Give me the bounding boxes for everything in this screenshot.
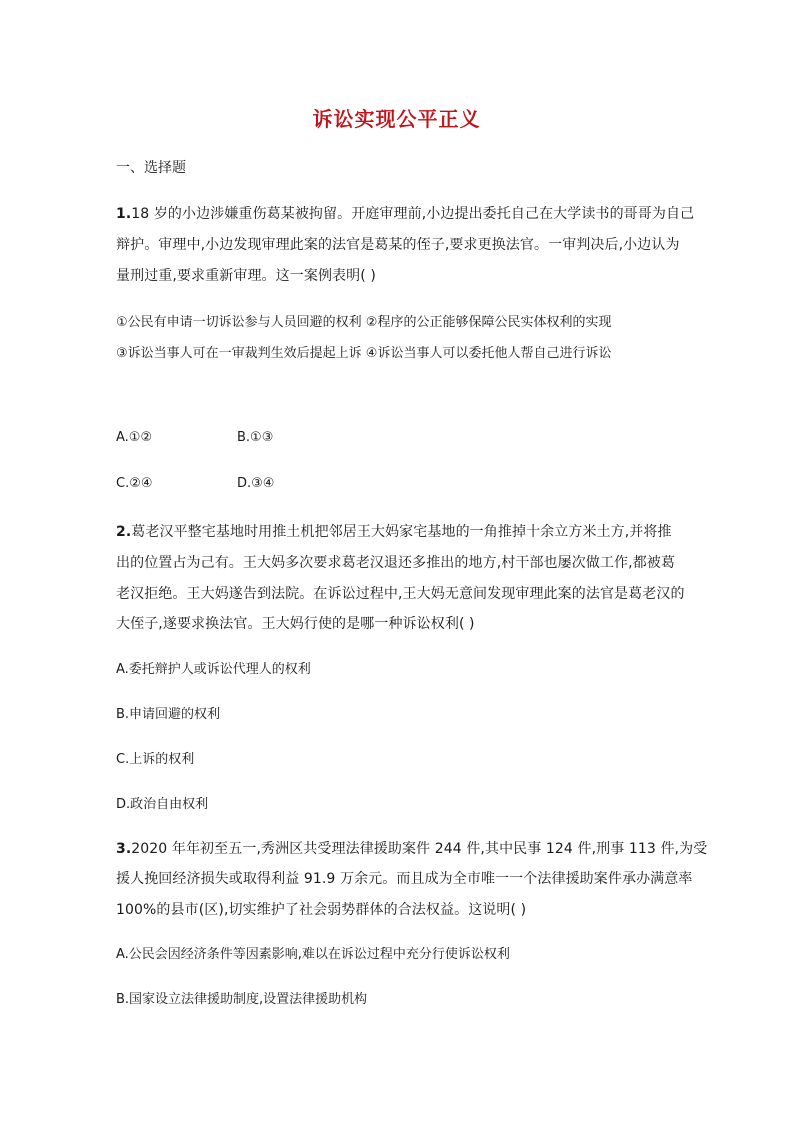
question-1-line-2: 辩护。审理中,小边发现审理此案的法官是葛某的侄子,要求更换法官。一审判决后,小边认为 [116,237,680,253]
section-heading: 一、选择题 [116,160,186,176]
question-2-line-2: 出的位置占为己有。王大妈多次要求葛老汉退还多推出的地方,村干部也屡次做工作,都被葛 [116,555,675,571]
question-1-text: 18 岁的小边涉嫌重伤葛某被拘留。开庭审理前,小边提出委托自己在大学读书的哥哥为自己 [131,206,695,222]
question-2-option-d: D.政治自由权利 [116,797,209,812]
question-3-option-b: B.国家设立法律援助制度,设置法律援助机构 [116,992,368,1007]
question-1-option-d: D.③④ [237,476,275,491]
question-1-option-c: C.②④ [116,476,153,491]
question-1-option-b: B.①③ [237,430,274,445]
question-2-number: 2. [116,524,132,540]
question-1-statements-2: ③诉讼当事人可在一审裁判生效后提起上诉 ④诉讼当事人可以委托他人帮自己进行诉讼 [116,346,612,361]
question-2-line-3: 老汉拒绝。王大妈遂告到法院。在诉讼过程中,王大妈无意间发现审理此案的法官是葛老汉的 [116,586,685,602]
question-1-line-3: 量刑过重,要求重新审理。这一案例表明( ) [116,268,376,284]
question-2-option-b: B.申请回避的权利 [116,707,221,722]
question-3-number: 3. [116,841,132,857]
question-3-text: 2020 年年初至五一,秀洲区共受理法律援助案件 244 件,其中民事 124 件,刑事 113 件,为受 [131,841,708,857]
question-2-line-4: 大侄子,遂要求换法官。王大妈行使的是哪一种诉讼权利( ) [116,616,475,632]
question-1-option-a: A.①② [116,430,153,445]
question-1-number: 1. [116,206,132,222]
question-2-text: 葛老汉平整宅基地时用推土机把邻居王大妈家宅基地的一角推掉十余立方米土方,并将推 [131,524,672,540]
question-3-line-2: 援人挽回经济损失或取得利益 91.9 万余元。而且成为全市唯一一个法律援助案件承办满意率 [116,871,693,887]
question-3-line-3: 100%的县市(区),切实维护了社会弱势群体的合法权益。这说明( ) [116,902,527,918]
question-3-option-a: A.公民会因经济条件等因素影响,难以在诉讼过程中充分行使诉讼权利 [116,947,510,962]
question-2-line-1 [116,521,672,541]
question-2-option-a: A.委托辩护人或诉讼代理人的权利 [116,662,311,677]
document-title: 诉讼实现公平正义 [312,107,481,131]
question-3-line-1 [116,838,707,858]
question-1-line-1 [116,203,694,223]
question-1-statements-1: ①公民有申请一切诉讼参与人员回避的权利 ②程序的公正能够保障公民实体权利的实现 [116,315,612,330]
question-2-option-c: C.上诉的权利 [116,752,195,767]
